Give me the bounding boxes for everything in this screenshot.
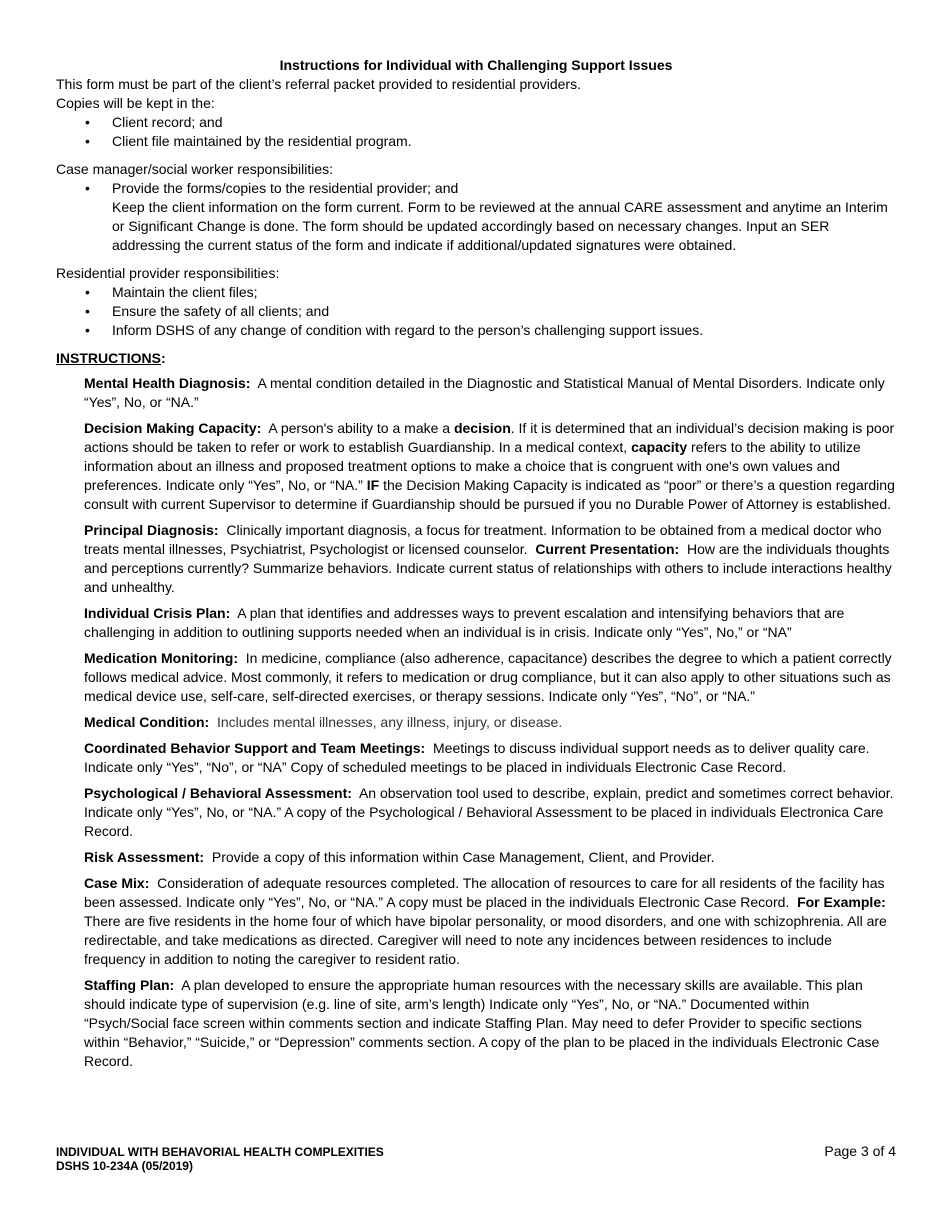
mental-health-item: Mental Health Diagnosis: A mental condition detailed in the Diagnostic and Statistical Manual of Mental Disorders. Indicate only “Yes”, No, or “NA.” xyxy=(84,375,885,410)
bullet-icon: • xyxy=(85,114,90,130)
coordinated-behavior-item: Coordinated Behavior Support and Team Meetings: Meetings to discuss individual support needs as to deliver quality care. Indicate only “Yes”, “No”, or “NA” Copy of scheduled meetings to be placed in individuals Electronic Case Record. xyxy=(84,740,870,775)
document-body xyxy=(56,56,896,1078)
page-number: Page 3 of 4 xyxy=(824,1143,896,1159)
page-title: Instructions for Individual with Challenging Support Issues xyxy=(279,57,673,73)
copies-list xyxy=(56,113,896,151)
case-manager-list xyxy=(56,179,896,255)
intro-line-2: Copies will be kept in the: xyxy=(56,95,215,111)
list-item: • Provide the forms/copies to the residential provider; and Keep the client information on the form current. Form to be reviewed at the annual CARE assessment and anytime an Interim or Significant Change is done. The form should be updated accordingly based on necessary changes. Input an SER addressing the current status of the form and indicate if additional/updated signatures were obtained. xyxy=(56,179,896,255)
list-item: • Maintain the client files; xyxy=(85,284,258,300)
form-name: INDIVIDUAL WITH BEHAVORIAL HEALTH COMPLEXITIES xyxy=(56,1145,384,1159)
list-item: • Client record; and xyxy=(85,114,223,130)
instructions-heading: INSTRUCTIONS: xyxy=(56,350,166,366)
residential-list xyxy=(56,283,896,340)
form-id: DSHS 10-234A (05/2019) xyxy=(56,1159,193,1173)
risk-assessment-item: Risk Assessment: Provide a copy of this information within Case Management, Client, and Provider. xyxy=(84,849,715,865)
case-mix-item: Case Mix: Consideration of adequate resources completed. The allocation of resources to care for all residents of the facility has been assessed. Indicate only “Yes”, No, or “NA.” A copy must be placed in the individuals Electronic Case Record. For Example: There are five residents in the home four of which have bipolar personality, or mood disorders, and one with schizophrenia. All are redirectable, and take medications as directed. Caregiver will need to note any incidences between residences to include frequency in addition to noting the caregiver to resident ratio. xyxy=(84,875,887,967)
medication-monitoring-item: Medication Monitoring: In medicine, compliance (also adherence, capacitance) describes the degree to which a patient correctly follows medical advice. Most commonly, it refers to medication or drug compliance, but it can also apply to other situations such as medical device use, self-care, self-directed exercises, or therapy sessions. Indicate only “Yes”, “No”, or “NA.” xyxy=(84,650,892,704)
bullet-icon: • xyxy=(85,322,90,338)
principal-diagnosis-item: Principal Diagnosis: Clinically important diagnosis, a focus for treatment. Information to be obtained from a medical doctor who treats mental illnesses, Psychiatrist, Psychologist or licensed counselor. Current Presentation: How are the individuals thoughts and perceptions currently? Summarize behaviors. Indicate current status of relationships with others to include interactions healthy and unhealthy. xyxy=(84,522,892,595)
page-footer xyxy=(56,1145,896,1173)
bullet-icon: • xyxy=(85,133,90,149)
bullet-icon: • xyxy=(85,303,90,319)
medical-condition-item: Medical Condition: Includes mental illnesses, any illness, injury, or disease. xyxy=(84,714,563,730)
list-item: • Ensure the safety of all clients; and xyxy=(85,303,330,319)
decision-capacity-item: Decision Making Capacity: A person's ability to a make a decision. If it is determined that an individual’s decision making is poor actions should be taken to refer or work to establish Guardianship. In a medical context, capacity refers to the ability to utilize information about an illness and proposed treatment options to make a choice that is congruent with one's own values and preferences. Indicate only “Yes”, No, or “NA.” IF the Decision Making Capacity is indicated as “poor” or there’s a question regarding consult with current Supervisor to determine if Guardianship should be pursued if you no Durable Power of Attorney is established. xyxy=(84,420,895,512)
bullet-icon: • xyxy=(85,284,90,300)
psych-assessment-item: Psychological / Behavioral Assessment: An observation tool used to describe, explain, predict and sometimes correct behavior. Indicate only “Yes”, No, or “NA.” A copy of the Psychological / Behavioral Assessment to be placed in individuals Electronica Care Record. xyxy=(84,785,894,839)
instructions-list xyxy=(56,374,896,1071)
staffing-plan-item: Staffing Plan: A plan developed to ensure the appropriate human resources with the necessary skills are available. This plan should indicate type of supervision (e.g. line of site, arm’s length) Indicate only “Yes”, No, or “NA.” Documented within “Psych/Social face screen within comments section and indicate Staffing Plan. May need to defer Provider to specific sections within “Behavior,” “Suicide,” or “Depression” comments section. A copy of the plan to be placed in the individuals Electronic Case Record. xyxy=(84,977,880,1069)
residential-heading: Residential provider responsibilities: xyxy=(56,265,280,281)
case-manager-heading: Case manager/social worker responsibilities: xyxy=(56,161,334,177)
list-item: • Inform DSHS of any change of condition with regard to the person’s challenging support issues. xyxy=(85,322,704,338)
list-item: • Client file maintained by the residential program. xyxy=(85,133,412,149)
bullet-icon: • xyxy=(85,180,90,196)
case-manager-paragraph: Keep the client information on the form current. Form to be reviewed at the annual CARE assessment and anytime an Interim or Significant Change is done. The form should be updated accordingly based on necessary changes. Input an SER addressing the current status of the form and indicate if additional/updated signatures were obtained. xyxy=(112,199,888,253)
crisis-plan-item: Individual Crisis Plan: A plan that identifies and addresses ways to prevent escalation and intensifying behaviors that are challenging in addition to outlining supports needed when an individual is in crisis. Indicate only “Yes”, No,” or “NA” xyxy=(84,605,845,640)
intro-line-1: This form must be part of the client’s referral packet provided to residential providers. xyxy=(56,76,581,92)
